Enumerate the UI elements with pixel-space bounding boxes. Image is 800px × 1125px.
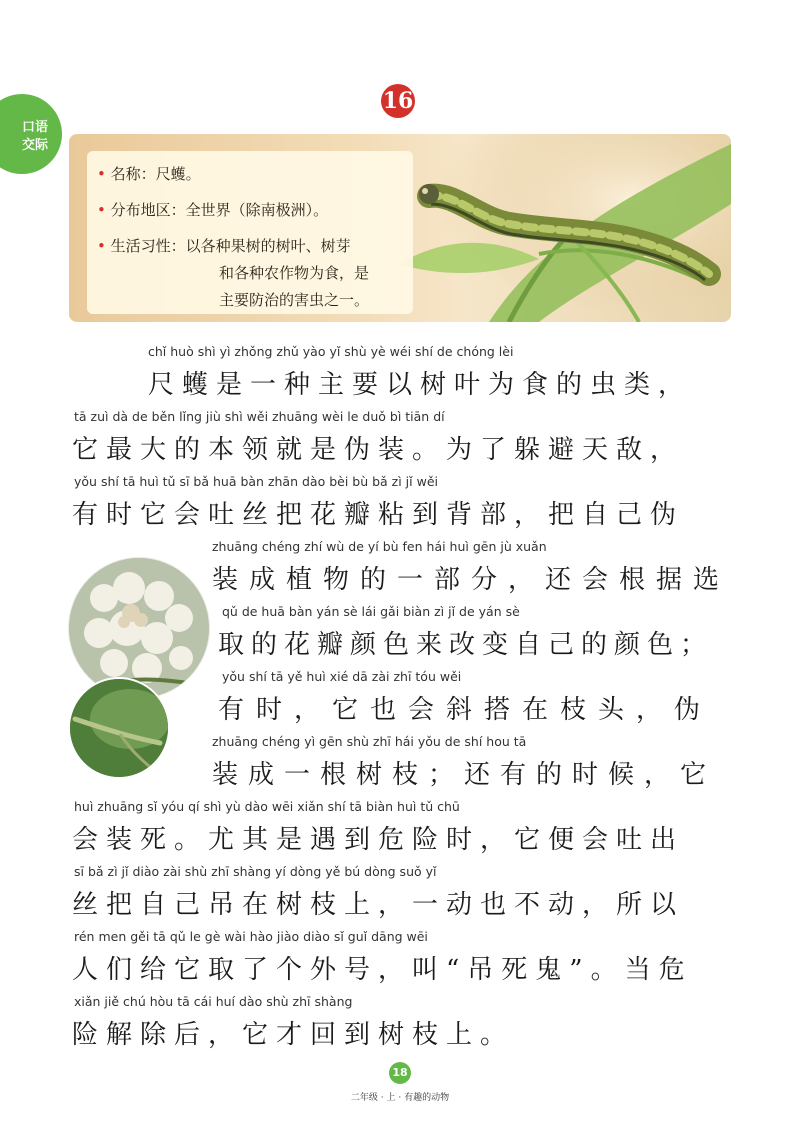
info-text: 名称：尺蠖。 bbox=[110, 165, 201, 183]
twig-illustration bbox=[70, 679, 168, 777]
info-text: 分布地区：全世界（除南极洲）。 bbox=[110, 201, 329, 219]
pinyin-line: yǒu shí tā yě huì xié dā zài zhī tóu wěi bbox=[222, 669, 462, 684]
hero-banner bbox=[69, 134, 731, 322]
info-continuation: 和各种农作物为食，是 bbox=[219, 264, 370, 282]
section-tab-line1: 口语 bbox=[21, 120, 48, 135]
bullet: • bbox=[97, 165, 106, 183]
info-item-habits bbox=[97, 235, 351, 256]
pinyin-line: tā zuì dà de běn lǐng jiù shì wěi zhuāng wèi le duǒ bì tiān dí bbox=[74, 409, 445, 424]
pinyin-line: yǒu shí tā huì tǔ sī bǎ huā bàn zhān dào bèi bù bǎ zì jǐ wěi bbox=[74, 474, 438, 489]
flower-illustration bbox=[69, 558, 209, 698]
text-line: 取的花瓣颜色来改变自己的颜色； bbox=[218, 630, 714, 660]
section-tab bbox=[0, 94, 62, 174]
pinyin-line: chǐ huò shì yì zhǒng zhǔ yào yǐ shù yè wéi shí de chóng lèi bbox=[148, 344, 514, 359]
info-item-distribution bbox=[97, 199, 328, 220]
info-card bbox=[87, 151, 413, 314]
text-line: 尺蠖是一种主要以树叶为食的虫类， bbox=[148, 370, 693, 400]
pinyin-line: qǔ de huā bàn yán sè lái gǎi biàn zì jǐ de yán sè bbox=[222, 604, 520, 619]
text-line: 会装死。尤其是遇到危险时，它便会吐出 bbox=[72, 825, 685, 855]
text-line: 险解除后，它才回到树枝上。 bbox=[72, 1020, 515, 1050]
text-line: 装成一根树枝；还有的时候，它 bbox=[212, 760, 717, 790]
info-item-name bbox=[97, 163, 201, 184]
flower-camouflage-photo bbox=[68, 557, 210, 699]
lesson-number: 16 bbox=[381, 84, 415, 118]
pinyin-line: sī bǎ zì jǐ diào zài shù zhī shàng yí dòng yě bú dòng suǒ yǐ bbox=[74, 864, 437, 879]
pinyin-line: zhuāng chéng yì gēn shù zhī hái yǒu de shí hou tā bbox=[212, 734, 527, 749]
text-line: 装成植物的一部分，还会根据选 bbox=[212, 565, 731, 595]
bullet: • bbox=[97, 237, 106, 255]
page-number: 18 bbox=[389, 1062, 411, 1084]
info-text: 生活习性：以各种果树的树叶、树芽 bbox=[110, 237, 351, 255]
page-footer: 二年级 · 上 · 有趣的动物 bbox=[350, 1093, 450, 1103]
text-line: 人们给它取了个外号，叫“吊死鬼”。当危 bbox=[72, 955, 693, 985]
text-line: 有时，它也会斜搭在枝头，伪 bbox=[218, 695, 713, 725]
pinyin-line: zhuāng chéng zhí wù de yí bù fen hái huì gēn jù xuǎn bbox=[212, 539, 547, 554]
info-continuation: 主要防治的害虫之一。 bbox=[219, 291, 370, 309]
text-line: 它最大的本领就是伪装。为了躲避天敌， bbox=[72, 435, 685, 465]
bullet: • bbox=[97, 201, 106, 219]
twig-camouflage-photo bbox=[68, 677, 170, 779]
text-line: 有时它会吐丝把花瓣粘到背部，把自己伪 bbox=[72, 500, 685, 530]
pinyin-line: huì zhuāng sǐ yóu qí shì yù dào wēi xiǎn shí tā biàn huì tǔ chū bbox=[74, 799, 460, 814]
pinyin-line: xiǎn jiě chú hòu tā cái huí dào shù zhī shàng bbox=[74, 994, 353, 1009]
pinyin-line: rén men gěi tā qǔ le gè wài hào jiào diào sǐ guǐ dāng wēi bbox=[74, 929, 428, 944]
section-tab-line2: 交际 bbox=[21, 138, 48, 153]
text-line: 丝把自己吊在树枝上，一动也不动，所以 bbox=[72, 890, 685, 920]
